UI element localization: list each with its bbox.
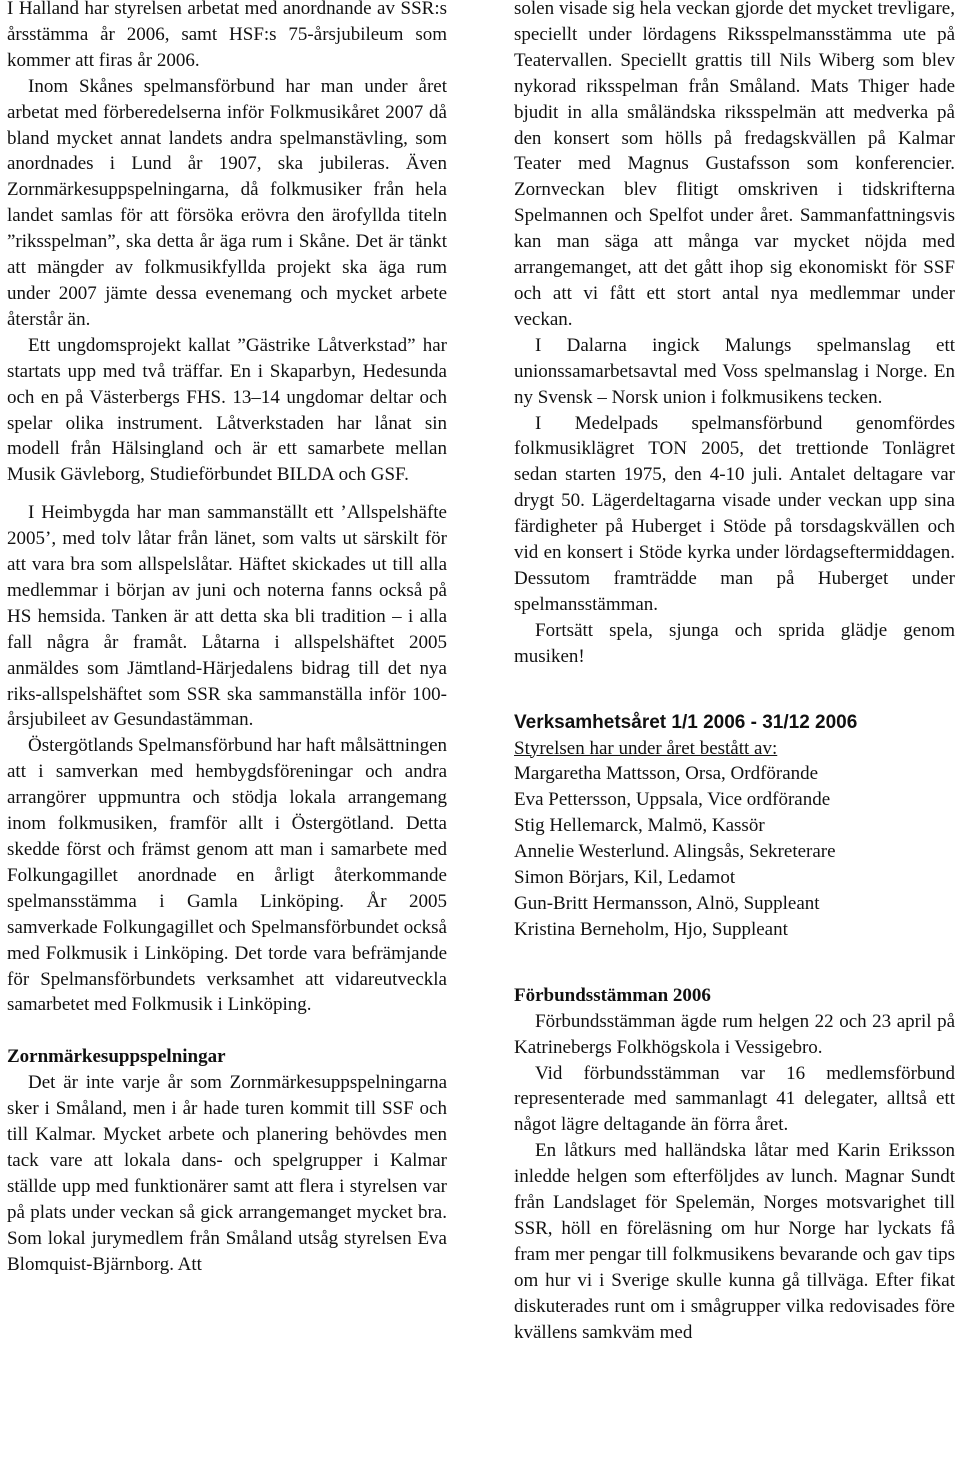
board-intro: Styrelsen har under året bestått av: xyxy=(514,737,778,759)
paragraph-zorn: Det är inte varje år som Zornmärkesuppspelningarna sker i Småland, men i år hade turen kommit till SSF och till Kalmar. Mycket arbete och planering behövdes men tack vare att lokala dans- och spelgrupper i Kalmar ställde upp med funktionärer samt att flera i styrelsen var på plats under veckan så gick arrangemanget mycket bra. Som lokal jurymedlem från Småland utsåg styrelsen Eva Blomquist-Bjärnborg. Att xyxy=(7,1072,447,1275)
board-member: Simon Börjars, Kil, Ledamot xyxy=(514,867,736,889)
paragraph-gastrike: Ett ungdomsprojekt kallat ”Gästrike Låtverkstad” har startats upp med två träffar. En i Skaparbyn, Hedesunda och en på Västerbergs FHS. 13–14 ungdomar deltar och spelar olika instrument. Låtverkstaden har lånat sin modell från Hälsingland och är ett samarbete mellan Musik Gävleborg, Studieförbundet BILDA och GSF. xyxy=(7,334,447,486)
board-member: Margaretha Mattsson, Orsa, Ordförande xyxy=(514,763,819,785)
board-member: Eva Pettersson, Uppsala, Vice ordförande xyxy=(514,789,831,811)
spacer xyxy=(7,1018,447,1044)
spacer xyxy=(514,943,955,983)
paragraph-skane: Inom Skånes spelmansförbund har man under året arbetat med förberedelserna inför Folkmusikåret 2007 då bland mycket annat landets andra spelmanstävling, som anordnades i Lund år 1907, ska jubileras. Även Zornmärkesuppspelningarna, då folkmusiker från hela landet samlas för att försöka erövra den ärofyllda titeln ”riksspelman”, ska detta år äga rum i Skåne. Det är tänkt att mängder av folkmusikfyllda projekt ska äga rum under 2007 jämte dessa evenemang och mycket arbete återstår än. xyxy=(7,75,447,330)
board-member: Annelie Westerlund. Alingsås, Sekreterare xyxy=(514,841,836,863)
paragraph-zorn-continued: solen visade sig hela veckan gjorde det mycket trevligare, speciellt under lördagens Riksspelmansstämma ute på Teatervallen. Speciellt grattis till Nils Wiberg som blev nykorad riksspelman från Småland. Mats Thiger hade bjudit in alla småländska riksspelmän att medverka på den konsert som hölls på fredagskvällen på Kalmar Teater med Magnus Gustafsson som konferencier. Zornveckan blev flitigt omskriven i tidskrifterna Spelmannen och Spelfot under året. Sammanfattningsvis kan man säga att många var mycket nöjda med arrangemanget, att det gått ihop sig ekonomiskt för SSF och att vi fått ett stort antal nya medlemmar under veckan. xyxy=(514,0,955,330)
board-member: Stig Hellemarck, Malmö, Kassör xyxy=(514,815,765,837)
paragraph-heimbygda: I Heimbygda har man sammanställt ett ’Allspelshäfte 2005’, med tolv låtar från länet, som valts ut särskilt för att vara bra som allspelslåtar. Häftet skickades ut till alla medlemmar i början av juni och noterna fanns också på HS hemsida. Tanken är att detta ska bli tradition – i alla fall några år framåt. Låtarna i allspelshäftet 2005 anmäldes som Jämtland-Härjedalens bidrag till det nya riks-allspelshäftet som SSR ska sammanställa inför 100-årsjubileet av Gesundastämman. xyxy=(7,502,447,731)
heading-verksamhetsaret: Verksamhetsåret 1/1 2006 - 31/12 2006 xyxy=(514,711,858,733)
paragraph-closing: Fortsätt spela, sjunga och sprida glädje genom musiken! xyxy=(514,619,955,667)
heading-zornmarkesuppspelningar: Zornmärkesuppspelningar xyxy=(7,1046,226,1068)
paragraph-ostergotland: Östergötlands Spelmansförbund har haft målsättningen att i samverkan med hembygdsföreningar och andra arrangörer uppmuntra och stödja lokala arrangemang inom folkmusiken, framför allt i Östergötland. Detta skedde först och främst genom att man i samarbete med Folkungagillet anordnade en årligt återkommande spelmansstämma i Gamla Linköping. År 2005 samverkade Folkungagillet och Spelmansförbundet också med Folkmusik i Linköping. Det torde vara befrämjande för Spelmansförbundets verksamhet att vidareutveckla samarbetet med Folkmusik i Linköping. xyxy=(7,735,447,1016)
board-member: Gun-Britt Hermansson, Alnö, Suppleant xyxy=(514,893,820,914)
heading-forbundsstamman: Förbundsstämman 2006 xyxy=(514,984,711,1006)
paragraph-meeting-place: Förbundsstämman ägde rum helgen 22 och 23 april på Katrinebergs Folkhögskola i Vessigebro. xyxy=(514,1010,955,1058)
paragraph-meeting-course: En låtkurs med halländska låtar med Karin Eriksson inledde helgen som efterföljdes av lunch. Magnar Sundt från Landslaget för Spelemän, Norges motsvarighet till SSR, höll en föreläsning om hur Norge har lyckats få fram mer pengar till folkmusikens bevarande och gav tips om hur vi i Sverige skulle kunna gå tillväga. Efter fikat diskuterades runt om i smågrupper vilka redovisades före kvällens samkväm med xyxy=(514,1140,955,1343)
spacer xyxy=(7,488,447,500)
paragraph-halland: I Halland har styrelsen arbetat med anordnande av SSR:s årsstämma år 2006, samt HSF:s 75-årsjubileum som kommer att firas år 2006. xyxy=(7,0,447,71)
paragraph-medelpad: I Medelpads spelmansförbund genomfördes folkmusiklägret TON 2005, det trettionde Tonlägret sedan starten 1975, den 4-10 juli. Antalet deltagare var drygt 50. Lägerdeltagarna visade under veckan upp sina färdigheter på Huberget i Stöde på torsdagskvällen och vid en konsert i Stöde kyrka under lördagseftermiddagen. Dessutom framträdde man på Huberget under spelmansstämman. xyxy=(514,412,955,615)
right-column xyxy=(514,0,955,1346)
board-member-list xyxy=(514,761,955,942)
paragraph-dalarna: I Dalarna ingick Malungs spelmanslag ett unionssamarbetsavtal med Voss spelmanslag i Norge. En ny Svensk – Norsk union i folkmusikens tecken. xyxy=(514,334,955,408)
paragraph-meeting-delegates: Vid förbundsstämman var 16 medlemsförbund representerade med sammanlagt 41 delegater, alltså ett något lägre deltagande än förra året. xyxy=(514,1062,955,1136)
board-member: Kristina Berneholm, Hjo, Suppleant xyxy=(514,918,788,940)
spacer xyxy=(514,670,955,710)
left-column xyxy=(7,0,447,1278)
